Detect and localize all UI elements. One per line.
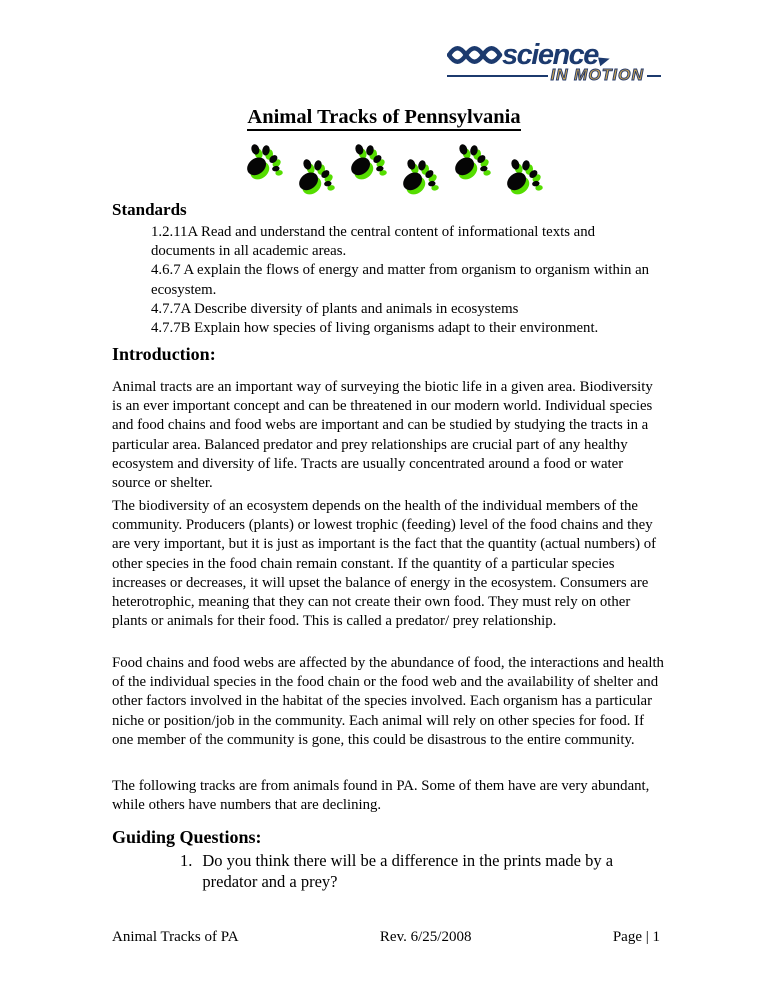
page-footer — [112, 929, 660, 946]
paw-print-icon — [503, 153, 545, 201]
footer-page-number: Page | 1 — [612, 929, 660, 945]
guiding-questions-heading: Guiding Questions: — [112, 827, 262, 847]
paw-print-icon — [243, 138, 285, 186]
dna-helix-icon — [447, 43, 505, 67]
introduction-paragraph: The following tracks are from animals found in PA. Some of them have are very abundant, while others have numbers that are declining. — [112, 778, 650, 814]
introduction-paragraph: Food chains and food webs are affected by the abundance of food, the interactions and health of the individual species in the food chain or the food web and the availability of shelter and other factors involved in the habitat of the species involved. Each organism has a particular niche or position/job in the community. Each animal will rely on other species for food. If one member of the community is gone, this could be disastrous to the entire community. — [112, 655, 664, 748]
paw-print-icon — [451, 138, 493, 186]
introduction-heading: Introduction: — [112, 344, 216, 364]
paw-print-icon — [347, 138, 389, 186]
footer-document-title: Animal Tracks of PA — [112, 929, 239, 945]
page-title: Animal Tracks of Pennsylvania — [0, 106, 768, 129]
logo-arrow-icon — [598, 54, 611, 65]
science-in-motion-logo — [447, 40, 661, 84]
introduction-paragraph: Animal tracts are an important way of surveying the biotic life in a given area. Biodiversity is an ever important concept and can be threatened in our modern world. Individual species and food chains and food webs are important and can be studied by studying the tracts in a particular area. Balanced predator and prey relationships are crucial part of any healthy ecosystem and diversity of life. Tracts are usually concentrated around a food or water source or shelter. — [112, 379, 653, 492]
logo-tagline: IN MOTION — [550, 67, 644, 84]
guiding-question-item — [180, 851, 662, 892]
question-number: 1. — [180, 851, 193, 870]
introduction-paragraph: The biodiversity of an ecosystem depends on the health of the individual members of the community. Producers (plants) or lowest trophic (feeding) level of the food chains and they are very important, but it is just as important is the fact that the quantity (actual numbers) of other species in the food chain remain constant. If the quantity of a particular species increases or decreases, it will upset the balance of energy in the ecosystem. Consumers are heterotrophic, meaning that they can not create their own food. They must rely on other plants or animals for their food. This is called a predator/ prey relationship. — [112, 498, 657, 630]
footer-revision-date: Rev. 6/25/2008 — [379, 929, 472, 945]
standards-heading: Standards — [112, 200, 187, 219]
logo-wordmark: science — [502, 39, 598, 71]
standards-section — [112, 200, 662, 338]
standard-item: 4.6.7 A explain the flows of energy and matter from organism to organism within an ecosystem. — [151, 262, 650, 298]
paw-print-icon — [295, 153, 337, 201]
question-text: Do you think there will be a difference in the prints made by a predator and a prey? — [202, 851, 614, 891]
standard-item: 4.7.7A Describe diversity of plants and animals in ecosystems — [151, 300, 519, 317]
logo-rule-right — [647, 75, 661, 77]
standard-item: 1.2.11A Read and understand the central content of informational texts and documents in all academic areas. — [151, 224, 596, 260]
paw-print-row — [243, 138, 545, 201]
logo-rule-left — [447, 75, 548, 77]
standard-item: 4.7.7B Explain how species of living organisms adapt to their environment. — [151, 320, 599, 337]
paw-print-icon — [399, 153, 441, 201]
